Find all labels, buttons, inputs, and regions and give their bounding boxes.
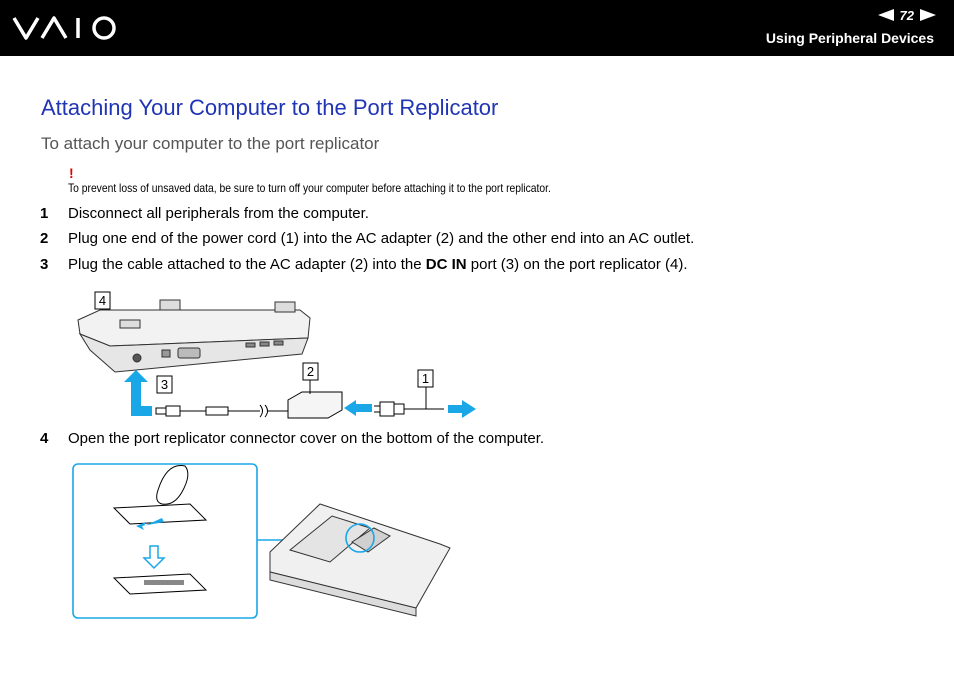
- connector-port: [144, 580, 184, 585]
- callout-3: [157, 376, 172, 393]
- step-text: Disconnect all peripherals from the computer.: [68, 205, 369, 222]
- warning-icon: !: [69, 165, 74, 181]
- outlet-arrow-icon: [448, 400, 476, 418]
- step-text: Plug one end of the power cord (1) into the AC adapter (2) and the other end into an AC outlet.: [68, 230, 695, 247]
- port-replicator-device: [78, 300, 310, 372]
- page-number: 72: [899, 7, 914, 23]
- page-navigation: [878, 7, 936, 23]
- callout-4: [95, 292, 110, 309]
- step-number: 1: [40, 205, 49, 222]
- warning-text: To prevent loss of unsaved data, be sure to turn off your computer before attaching it to the port replicator.: [68, 181, 551, 195]
- port-replicator-illustration: [70, 288, 490, 423]
- step-text: Plug the cable attached to the AC adapter (2) into the DC IN port (3) on the port replicator (4).: [68, 256, 688, 273]
- computer-underside: [270, 504, 450, 616]
- logo-vaio: [12, 12, 124, 44]
- step-number: 2: [40, 230, 49, 247]
- dc-cable: [156, 405, 288, 417]
- ac-adapter: [288, 392, 342, 418]
- page-header: [0, 0, 954, 56]
- callout-1: [418, 370, 433, 409]
- step-number: 3: [40, 256, 49, 273]
- callout-2: [303, 363, 318, 394]
- page-title: Attaching Your Computer to the Port Replicator: [41, 95, 499, 120]
- dc-in-label: DC IN: [425, 256, 467, 273]
- procedure-subtitle: To attach your computer to the port replicator: [41, 134, 380, 153]
- svg-text:3: 3: [160, 377, 169, 392]
- svg-text:4: 4: [98, 293, 107, 308]
- power-cord: [374, 402, 444, 416]
- section-title: Using Peripheral Devices: [765, 30, 934, 46]
- connector-cover-illustration: [70, 460, 470, 625]
- svg-text:1: 1: [421, 371, 430, 386]
- arrow-left-icon[interactable]: [878, 9, 894, 21]
- step-number: 4: [40, 430, 49, 447]
- connect-arrow-icon: [344, 400, 372, 416]
- insert-arrow-icon: [124, 370, 152, 416]
- svg-text:2: 2: [306, 364, 315, 379]
- arrow-right-icon[interactable]: [920, 9, 936, 21]
- step-text: Open the port replicator connector cover on the bottom of the computer.: [68, 430, 545, 447]
